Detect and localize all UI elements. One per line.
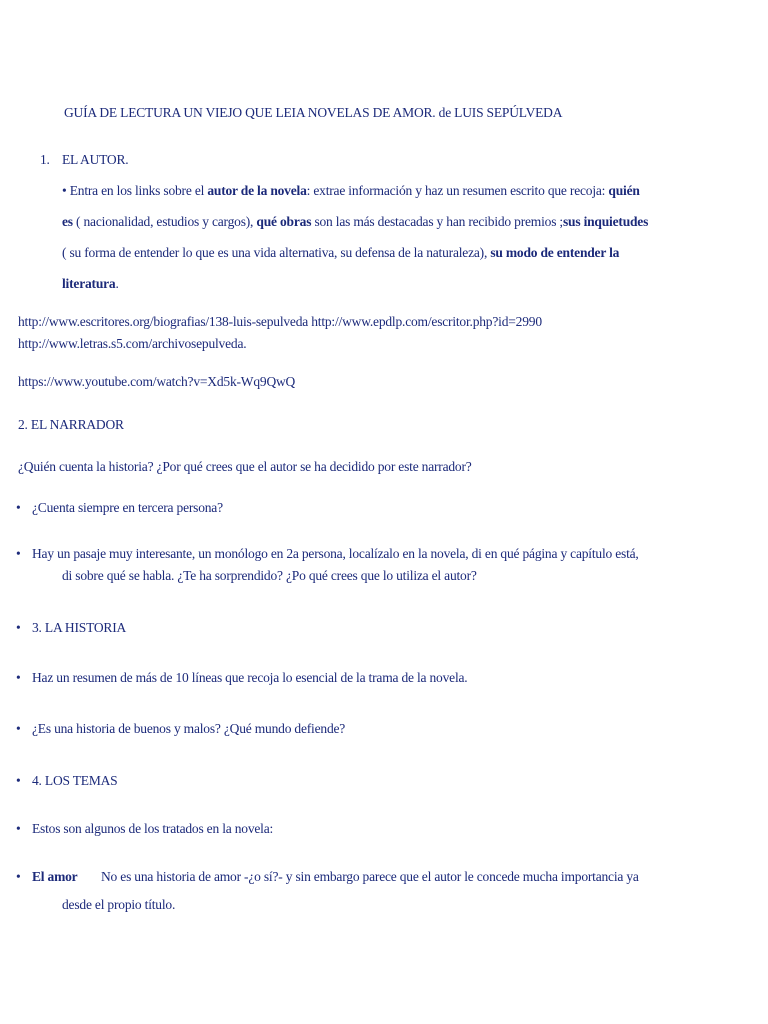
text: : extrae información y haz un resumen escrito que recoja:: [306, 183, 609, 198]
section-3-bullet-2: ¿Es una historia de buenos y malos? ¿Qué mundo defiende?: [32, 721, 346, 736]
section-2-question: ¿Quién cuenta la historia? ¿Por qué crees que el autor se ha decidido por este narrador?: [18, 459, 472, 474]
section-3-bullet-1: Haz un resumen de más de 10 líneas que recoja lo esencial de la trama de la novela.: [32, 670, 468, 685]
bullet: •: [16, 670, 21, 685]
document-title: GUÍA DE LECTURA UN VIEJO QUE LEIA NOVELAS DE AMOR. de LUIS SEPÚLVEDA: [64, 105, 563, 120]
bullet: •: [16, 821, 21, 836]
link-line-1[interactable]: http://www.escritores.org/biografias/138-luis-sepulveda http://www.epdlp.com/escritor.php?id=2990: [18, 314, 542, 329]
section-4-bullet-2-text: No es una historia de amor -¿o sí?- y sin embargo parece que el autor le concede mucha importancia ya: [101, 869, 639, 884]
section-2-bullet-1: ¿Cuenta siempre en tercera persona?: [32, 500, 223, 515]
text: son las más destacadas y han recibido premios ;: [311, 214, 563, 229]
text: Entra en los links sobre el: [69, 183, 208, 198]
link-line-2[interactable]: http://www.letras.s5.com/archivosepulveda.: [18, 336, 247, 351]
section-1-paragraph-line-1: [62, 182, 640, 200]
section-4-bullet-1: Estos son algunos de los tratados en la novela:: [32, 821, 274, 836]
section-1-paragraph-line-4: [62, 275, 119, 293]
section-4-heading: 4. LOS TEMAS: [32, 773, 118, 788]
bullet: •: [16, 869, 21, 884]
section-4-bullet-2-label: El amor: [32, 869, 78, 884]
section-1-paragraph-line-3: [62, 244, 619, 262]
bold-text: su modo de entender la: [490, 245, 620, 260]
text: .: [115, 276, 119, 291]
text: ( su forma de entender lo que es una vida alternativa, su defensa de la naturaleza),: [62, 245, 491, 260]
section-2-heading: 2. EL NARRADOR: [18, 417, 124, 432]
bullet: •: [16, 721, 21, 736]
bullet: •: [62, 183, 67, 198]
bold-text: sus inquietudes: [562, 214, 649, 229]
text: ( nacionalidad, estudios y cargos),: [72, 214, 257, 229]
bold-text: literatura: [62, 276, 116, 291]
section-3-heading: 3. LA HISTORIA: [32, 620, 127, 635]
bold-text: autor de la novela: [207, 183, 307, 198]
bullet: •: [16, 546, 21, 561]
bold-text: qué obras: [256, 214, 312, 229]
section-1-heading: EL AUTOR.: [62, 152, 129, 167]
link-youtube[interactable]: https://www.youtube.com/watch?v=Xd5k-Wq9QwQ: [18, 374, 296, 389]
bullet: •: [16, 773, 21, 788]
section-2-bullet-2-line-1: Hay un pasaje muy interesante, un monólogo en 2a persona, localízalo en la novela, di en qué página y capítulo está,: [32, 546, 639, 561]
bullet: •: [16, 500, 21, 515]
section-4-bullet-2-line-2: desde el propio título.: [62, 897, 176, 912]
section-1-number: 1.: [40, 152, 50, 167]
bold-text: es: [62, 214, 73, 229]
bullet: •: [16, 620, 21, 635]
section-1-paragraph-line-2: [62, 213, 648, 231]
section-2-bullet-2-line-2: di sobre qué se habla. ¿Te ha sorprendido? ¿Po qué crees que lo utiliza el autor?: [62, 568, 477, 583]
bold-text: quién: [608, 183, 640, 198]
